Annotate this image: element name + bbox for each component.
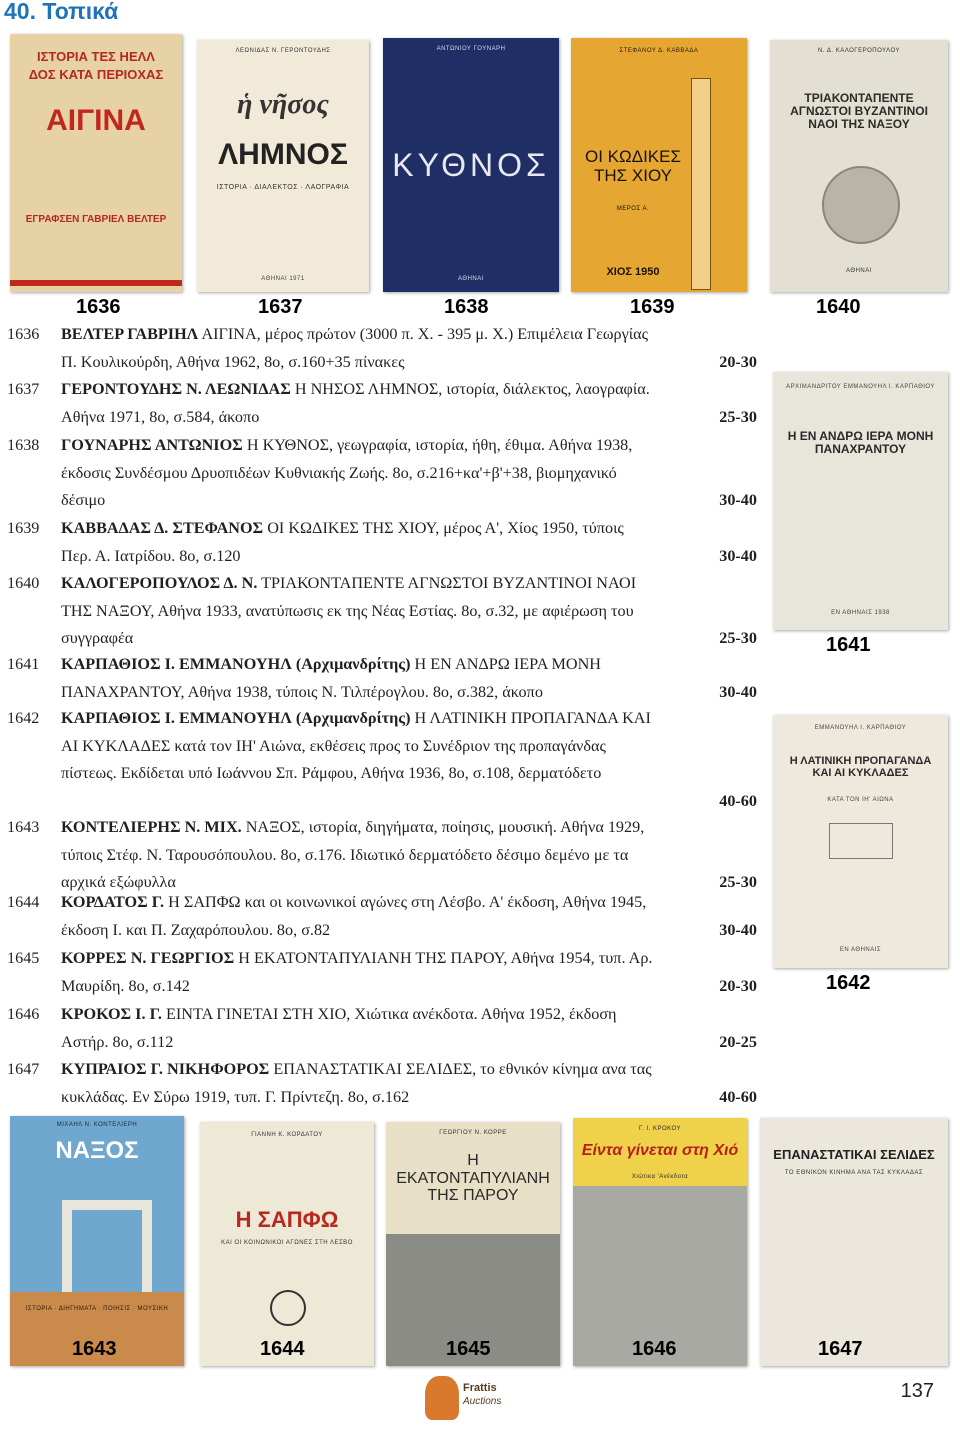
entry-1640 — [7, 570, 757, 653]
cover-1644-author: ΓΙΑΝΝΗ Κ. ΚΟΡΔΑΤΟΥ — [251, 1132, 323, 1138]
cover-1642 — [773, 715, 948, 968]
gate-graphic — [62, 1200, 152, 1300]
entry-1647 — [7, 1056, 757, 1111]
cover-1636-sub: ΕΓΡΑΦΣΕΝ ΓΑΒΡΙΕΛ ΒΕΛΤΕΡ — [25, 214, 167, 225]
cover-1636-band — [10, 280, 182, 286]
cover-1640 — [770, 40, 948, 292]
cover-1645-author: ΓΕΩΡΓΙΟΥ Ν. ΚΟΡΡΕ — [439, 1130, 507, 1136]
cover-1646-author: Γ. Ι. ΚΡΟΚΟΥ — [639, 1126, 681, 1132]
entry-price: 25-30 — [719, 873, 757, 891]
cover-1636 — [10, 34, 182, 292]
logo-line2: Auctions — [463, 1396, 502, 1407]
entry-lot: 1636 — [7, 325, 40, 343]
entry-text: ΑΙ ΚΥΚΛΑΔΕΣ κατά τον ΙΗ' Αιώνα, εκθέσεις προς το Συνέδριον της προπαγάνδας — [61, 736, 606, 755]
entry-1637 — [7, 376, 757, 431]
cover-1642-author: ΕΜΜΑΝΟΥΗΛ Ι. ΚΑΡΠΑΘΙΟΥ — [814, 725, 907, 731]
entry-author: ΚΑΡΠΑΘΙΟΣ Ι. ΕΜΜΑΝΟΥΗΛ (Αρχιμανδρίτης) — [61, 709, 411, 727]
entry-author: ΚΥΠΡΑΙΟΣ Γ. ΝΙΚΗΦΟΡΟΣ — [61, 1060, 270, 1078]
cover-1639-author: ΣΤΕΦΑΝΟΥ Δ. ΚΑΒΒΑΔΑ — [619, 48, 699, 54]
entry-price: 20-30 — [719, 352, 757, 371]
cover-1639-city: ΧΙΟΣ 1950 — [606, 266, 660, 278]
entry-price: 30-40 — [719, 920, 757, 939]
entry-lot: 1644 — [7, 893, 40, 911]
entry-author: ΚΡΟΚΟΣ Ι. Γ. — [61, 1005, 162, 1023]
entry-text: Μαυρίδη. 8ο, σ.142 — [61, 976, 190, 995]
entry-lot: 1639 — [7, 519, 40, 537]
emblem-icon — [270, 1290, 306, 1326]
entry-text: συγγραφέα — [61, 629, 134, 647]
entry-text: Η ΣΑΠΦΩ και οι κοινωνικοί αγώνες στη Λέσβο. Α' έκδοση, Αθήνα 1945, — [168, 893, 647, 911]
lot-label-1643: 1643 — [72, 1338, 117, 1360]
entry-author: ΓΟΥΝΑΡΗΣ ΑΝΤΩΝΙΟΣ — [61, 436, 243, 454]
entry-1645 — [7, 945, 757, 1000]
cover-1640-city: ΑΘΗΝΑΙ — [846, 268, 872, 274]
cover-1637-sub: ΙΣΤΟΡΙΑ · ΔΙΑΛΕΚΤΟΣ · ΛΑΟΓΡΑΦΙΑ — [216, 184, 350, 191]
cover-1641-title: Η ΕΝ ΑΝΔΡΩ ΙΕΡΑ ΜΟΝΗ ΠΑΝΑΧΡΑΝΤΟΥ — [787, 429, 934, 457]
entry-text: ΑΙΓΙΝΑ, μέρος πρώτον (3000 π. Χ. - 395 μ. Χ.) Επιμέλεια Γεωργίας — [201, 325, 649, 343]
entry-lot: 1638 — [7, 436, 40, 454]
entry-price: 25-30 — [719, 407, 757, 426]
entry-price: 30-40 — [719, 682, 757, 701]
entry-author: ΚΟΡΔΑΤΟΣ Γ. — [61, 893, 165, 911]
entry-text: ΕΙΝΤΑ ΓΙΝΕΤΑΙ ΣΤΗ ΧΙΟ, Χιώτικα ανέκδοτα. Αθήνα 1952, έκδοση — [166, 1005, 617, 1023]
cover-1636-title: ΑΙΓΙΝΑ — [46, 104, 146, 137]
entry-text: ΤΗΣ ΝΑΞΟΥ, Αθήνα 1933, ανατύπωσις εκ της Νέας Εστίας. 8ο, σ.32, με αφιέρωση του — [61, 601, 634, 620]
lot-label-1640: 1640 — [816, 296, 861, 318]
cover-1636-line2: ΔΟΣ ΚΑΤΑ ΠΕΡΙΟΧΑΣ — [28, 67, 164, 82]
cover-1643-sub: ΙΣΤΟΡΙΑ · ΔΙΗΓΗΜΑΤΑ · ΠΟΙΗΣΙΣ · ΜΟΥΣΙΚΗ — [25, 1306, 169, 1312]
entry-author: ΚΟΡΡΕΣ Ν. ΓΕΩΡΓΙΟΣ — [61, 949, 235, 967]
cover-1646-title: Είντα γίνεται στη Χιό — [581, 1142, 739, 1159]
entry-text: Π. Κουλικούρδη, Αθήνα 1962, 8ο, σ.160+35 πίνακες — [61, 352, 405, 371]
cover-1643-author: ΜΙΧΑΗΛ Ν. ΚΟΝΤΕΛΙΕΡΗ — [56, 1122, 138, 1128]
entry-1642 — [7, 705, 757, 815]
entry-text: Η ΛΑΤΙΝΙΚΗ ΠΡΟΠΑΓΑΝΔΑ ΚΑΙ — [414, 709, 651, 727]
cover-1639-sub: ΜΕΡΟΣ Α. — [616, 206, 650, 212]
entry-text: πίστεως. Εκδίδεται υπό Ιωάννου Σπ. Ράμφου, Αθήνα 1936, 8ο, σ.108, δερματόδετο — [61, 764, 602, 782]
entry-text: Περ. Α. Ιατρίδου. 8ο, σ.120 — [61, 546, 241, 565]
entry-text: Η ΝΗΣΟΣ ΛΗΜΝΟΣ, ιστορία, διάλεκτος, λαογραφία. — [294, 380, 650, 398]
lot-label-1646: 1646 — [632, 1338, 677, 1360]
cover-1636-line1: ΙΣΤΟΡΙΑ ΤΕΣ ΗΕΛΛ — [37, 49, 155, 64]
cover-1646-sub: Χιώτικα 'Ανέκδοτα — [631, 1174, 689, 1180]
seal-graphic — [822, 166, 900, 244]
logo-line1: Frattis — [463, 1382, 497, 1394]
entry-text: ΟΙ ΚΩΔΙΚΕΣ ΤΗΣ ΧΙΟΥ, μέρος Α', Χίος 1950, τύποις — [267, 519, 624, 537]
entry-text: ΝΑΞΟΣ, ιστορία, διηγήματα, ποίησις, μουσική. Αθήνα 1929, — [245, 818, 645, 836]
cover-1641-city: ΕΝ ΑΘΗΝΑΙΣ 1938 — [831, 610, 890, 616]
entry-text: ΤΡΙΑΚΟΝΤΑΠΕΝΤΕ ΑΓΝΩΣΤΟΙ ΒΥΖΑΝΤΙΝΟΙ ΝΑΟΙ — [261, 574, 637, 592]
entry-lot: 1646 — [7, 1005, 40, 1023]
lot-label-1637: 1637 — [258, 296, 303, 318]
entry-1646 — [7, 1001, 757, 1056]
lot-label-1636: 1636 — [76, 296, 121, 318]
entry-1641 — [7, 651, 757, 706]
page-title: 40. Τοπικά — [4, 0, 119, 24]
cover-1637-city: ΑΘΗΝΑΙ 1971 — [261, 276, 305, 282]
entry-author: ΚΟΝΤΕΛΙΕΡΗΣ Ν. ΜΙΧ. — [61, 818, 242, 836]
entry-lot: 1645 — [7, 949, 40, 967]
entry-1638 — [7, 432, 757, 515]
cover-1641-author: ΑΡΧΙΜΑΝΔΡΙΤΟΥ ΕΜΜΑΝΟΥΗΛ Ι. ΚΑΡΠΑΘΙΟΥ — [786, 384, 935, 390]
entry-text: Αστήρ. 8ο, σ.112 — [61, 1032, 174, 1051]
entry-text: Αθήνα 1971, 8ο, σ.584, άκοπο — [61, 407, 260, 426]
entry-text: Η ΚΥΘΝΟΣ, γεωγραφία, ιστορία, ήθη, έθιμα. Αθήνα 1938, — [246, 436, 633, 454]
lot-label-1638: 1638 — [444, 296, 489, 318]
entry-1636 — [7, 321, 757, 376]
cover-1640-author: Ν. Δ. ΚΑΛΟΓΕΡΟΠΟΥΛΟΥ — [818, 48, 900, 54]
entry-text: έκδοσις Συνδέσμου Δρυοπιδέων Κυθνιακής Ζωής. 8ο, σ.216+κα'+β'+38, βιομηχανικό — [61, 463, 617, 482]
cover-1637-title: ΛΗΜΝΟΣ — [218, 138, 348, 171]
entry-author: ΚΑΡΠΑΘΙΟΣ Ι. ΕΜΜΑΝΟΥΗΛ (Αρχιμανδρίτης) — [61, 655, 411, 673]
entry-price: 40-60 — [719, 791, 757, 810]
lot-label-1641: 1641 — [826, 634, 871, 656]
cover-1645-title: Η ΕΚΑΤΟΝΤΑΠΥΛΙΑΝΗ ΤΗΣ ΠΑΡΟΥ — [396, 1152, 550, 1205]
page-header — [0, 0, 960, 28]
cover-1643 — [10, 1116, 184, 1366]
lot-label-1647: 1647 — [818, 1338, 863, 1360]
cover-1642-title: Η ΛΑΤΙΝΙΚΗ ΠΡΟΠΑΓΑΝΔΑ ΚΑΙ ΑΙ ΚΥΚΛΑΔΕΣ — [789, 755, 932, 780]
cover-1645 — [386, 1122, 560, 1366]
entry-author: ΒΕΛΤΕΡ ΓΑΒΡΙΗΛ — [61, 325, 199, 343]
entry-price: 25-30 — [719, 629, 757, 647]
entry-text: ΠΑΝΑΧΡΑΝΤΟΥ, Αθήνα 1938, τύποις Ν. Τιλπέρογλου. 8ο, σ.382, άκοπο — [61, 682, 543, 701]
entry-1643 — [7, 814, 757, 897]
entry-text: έκδοση Ι. και Π. Ζαχαρόπουλου. 8ο, σ.82 — [61, 920, 331, 939]
entry-lot: 1641 — [7, 655, 40, 673]
cover-1642-sub: ΚΑΤΑ ΤΟΝ ΙΗ' ΑΙΩΝΑ — [827, 797, 894, 803]
entry-author: ΚΑΛΟΓΕΡΟΠΟΥΛΟΣ Δ. Ν. — [61, 574, 258, 592]
cover-1646 — [573, 1118, 747, 1366]
entry-author: ΓΕΡΟΝΤΟΥΔΗΣ Ν. ΛΕΩΝΙΔΑΣ — [61, 380, 291, 398]
cover-1638 — [383, 38, 559, 292]
logo-figure-icon — [425, 1376, 459, 1420]
lot-label-1645: 1645 — [446, 1338, 491, 1360]
entry-1639 — [7, 515, 757, 570]
entry-1644 — [7, 889, 757, 944]
cover-1647 — [760, 1118, 948, 1366]
cover-1638-author: ΑΝΤΩΝΙΟΥ ΓΟΥΝΑΡΗ — [436, 46, 506, 52]
entry-text: δέσιμο — [61, 491, 106, 509]
cover-1643-title: ΝΑΞΟΣ — [55, 1137, 139, 1164]
entry-lot: 1643 — [7, 818, 40, 836]
entry-text: αρχικά εξώφυλλα — [61, 873, 176, 891]
frattis-logo — [425, 1372, 525, 1424]
cover-1637 — [197, 40, 369, 292]
entry-lot: 1647 — [7, 1060, 40, 1078]
cover-1644-title: Η ΣΑΠΦΩ — [235, 1207, 339, 1232]
lot-label-1644: 1644 — [260, 1338, 305, 1360]
entry-text: κυκλάδας. Εν Σύρω 1919, τυπ. Γ. Πρίντεζη. 8ο, σ.162 — [61, 1087, 410, 1106]
entry-text: τύποις Στέφ. Ν. Ταρουσόπουλου. 8ο, σ.176. Ιδιωτικό δερματόδετο δέσιμο δεμένο με τα — [61, 845, 629, 864]
entry-lot: 1642 — [7, 709, 40, 727]
entry-price: 30-40 — [719, 546, 757, 565]
entry-price: 20-25 — [719, 1032, 757, 1051]
entry-text: Η ΕΚΑΤΟΝΤΑΠΥΛΙΑΝΗ ΤΗΣ ΠΑΡΟΥ, Αθήνα 1954, τυπ. Αρ. — [238, 949, 653, 967]
cover-1644 — [200, 1122, 374, 1366]
cover-1647-title: ΕΠΑΝΑΣΤΑΤΙΚΑΙ ΣΕΛΙΔΕΣ — [773, 1147, 935, 1162]
entry-price: 20-30 — [719, 976, 757, 995]
cover-1647-sub: ΤΟ ΕΘΝΙΚΟΝ ΚΙΝΗΜΑ ΑΝΑ ΤΑΣ ΚΥΚΛΑΔΑΣ — [784, 1170, 924, 1176]
column-graphic — [691, 78, 711, 290]
entry-price: 30-40 — [719, 491, 757, 509]
cover-1639 — [571, 38, 747, 292]
entry-author: ΚΑΒΒΑΔΑΣ Δ. ΣΤΕΦΑΝΟΣ — [61, 519, 264, 537]
cover-1641 — [773, 372, 948, 630]
entry-price: 40-60 — [719, 1087, 757, 1106]
cover-1637-line1: ἡ νῆσος — [237, 89, 329, 120]
emblem-graphic — [829, 823, 893, 859]
entry-lot: 1637 — [7, 380, 40, 398]
cover-1637-author: ΛΕΩΝΙΔΑΣ Ν. ΓΕΡΟΝΤΟΥΔΗΣ — [235, 48, 331, 54]
entry-text: Η ΕΝ ΑΝΔΡΩ ΙΕΡΑ ΜΟΝΗ — [414, 655, 602, 673]
entry-text: ΕΠΑΝΑΣΤΑΤΙΚΑΙ ΣΕΛΙΔΕΣ, το εθνικόν κίνημα ανα τας — [273, 1060, 652, 1078]
cover-1644-sub: ΚΑΙ ΟΙ ΚΟΙΝΩΝΙΚΟΙ ΑΓΩΝΕΣ ΣΤΗ ΛΕΣΒΟ — [221, 1240, 353, 1246]
cover-1640-title: ΤΡΙΑΚΟΝΤΑΠΕΝΤΕ ΑΓΝΩΣΤΟΙ ΒΥΖΑΝΤΙΝΟΙ ΝΑΟΙ ΤΗΣ ΝΑΞΟΥ — [790, 91, 928, 132]
page-number: 137 — [900, 1380, 934, 1402]
lot-label-1639: 1639 — [630, 296, 675, 318]
cover-1638-title: ΚΥΘΝΟΣ — [392, 147, 550, 183]
lot-label-1642: 1642 — [826, 972, 871, 994]
entry-lot: 1640 — [7, 574, 40, 592]
cover-1638-city: ΑΘΗΝΑΙ — [458, 276, 484, 282]
cover-1639-title: ΟΙ ΚΩΔΙΚΕΣ ΤΗΣ ΧΙΟΥ — [585, 147, 681, 185]
cover-1642-city: ΕΝ ΑΘΗΝΑΙΣ — [839, 947, 882, 953]
